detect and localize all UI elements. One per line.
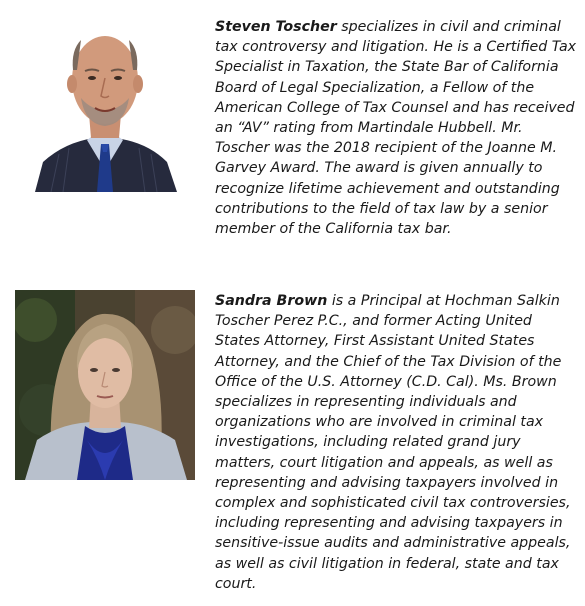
sandra-brown-description: is a Principal at Hochman Salkin Toscher Perez P.C., and former Acting United States Attorney, First Assistant United States Attorney, and the Chief of the Tax Division of the Office of the U.S. Attorney (C.D. Cal). Ms. Brown specializes in representing individuals and organizations who are involved in criminal tax investigations, including related grand jury matters, court litigation and appeals, as well as representing and advising taxpayers involved in complex and sophisticated civil tax controversies, including representing and advising taxpayers in sensitive-issue audits and administrative appeals, as well as civil litigation in federal, state and tax court. [215,293,571,592]
steven-toscher-photo [15,14,195,192]
steven-toscher-name: Steven Toscher [215,19,337,35]
sandra-brown-bio-text [215,291,577,594]
sandra-brown-photo [15,290,195,480]
steven-toscher-description: specializes in civil and criminal tax controversy and litigation. He is a Certified Tax Specialist in Taxation, the State Bar of California Board of Legal Specialization, a Fellow of the American College of Tax Counsel and has received an “AV” rating from Martindale Hubbell. Mr. Toscher was the 2018 recipient of the Joanne M. Garvey Award. The award is given annually to recognize lifetime achievement and outstanding contributions to the field of tax law by a senior member of the California tax bar. [215,19,577,238]
sandra-brown-name: Sandra Brown [215,293,328,309]
steven-toscher-bio-text [215,17,577,239]
